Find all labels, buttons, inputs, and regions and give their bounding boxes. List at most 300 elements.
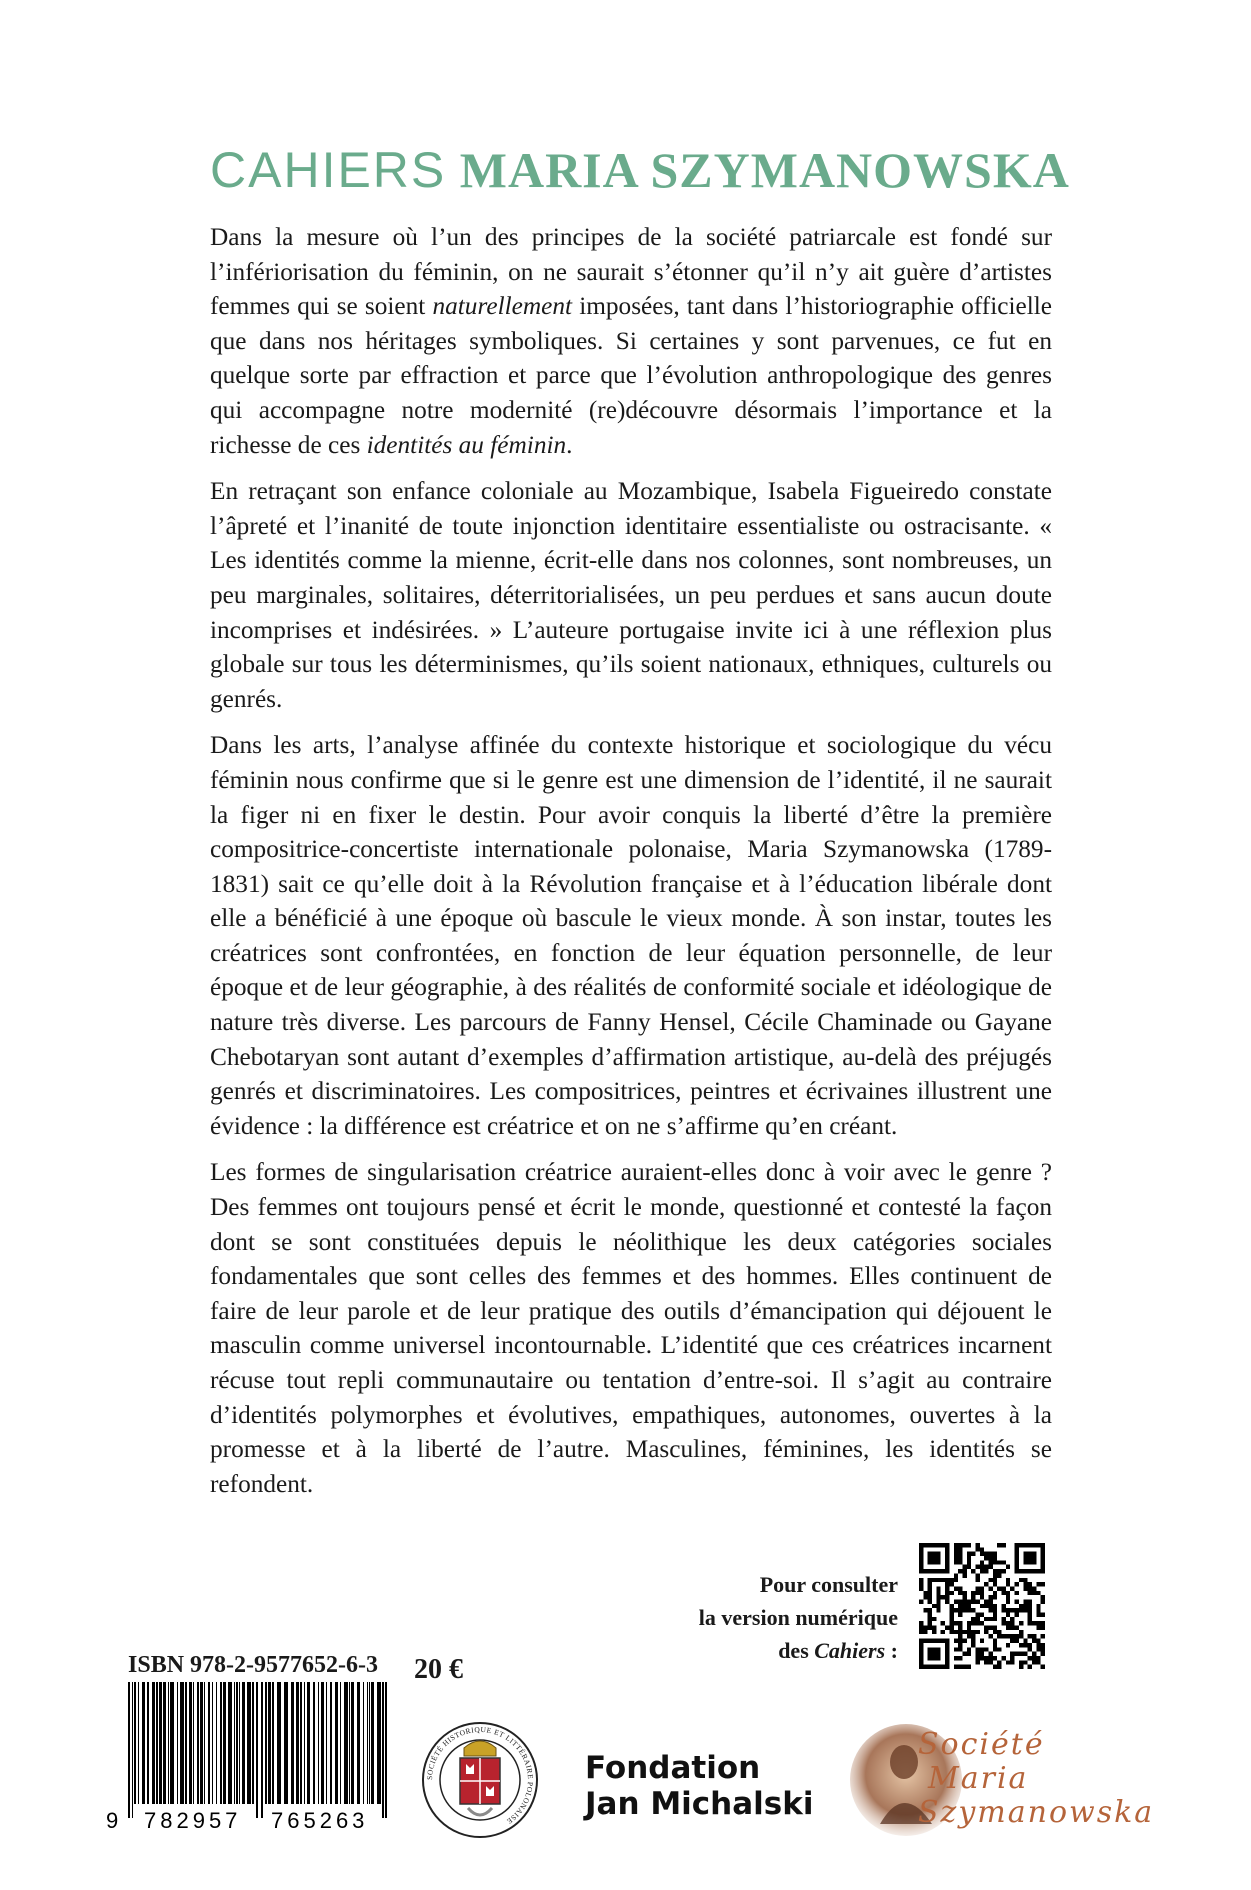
- qr-module: [980, 1547, 984, 1551]
- qr-module: [945, 1591, 949, 1595]
- qr-module: [945, 1582, 949, 1586]
- qr-module: [1015, 1608, 1019, 1612]
- qr-module: [993, 1569, 997, 1573]
- qr-module: [967, 1621, 971, 1625]
- qr-module: [962, 1604, 966, 1608]
- barcode-bar: [304, 1682, 305, 1804]
- qr-module: [1002, 1617, 1006, 1621]
- qr-module: [993, 1647, 997, 1651]
- back-cover-text: [210, 220, 1052, 1513]
- barcode-bar: [236, 1682, 238, 1804]
- qr-module: [1032, 1656, 1036, 1660]
- qr-module: [936, 1599, 940, 1603]
- qr-module: [958, 1569, 962, 1573]
- societe-maria-szymanowska-logo: [918, 1728, 1154, 1830]
- qr-module: [954, 1656, 958, 1660]
- qr-module: [962, 1595, 966, 1599]
- qr-module: [928, 1582, 932, 1586]
- qr-module: [1019, 1630, 1023, 1634]
- barcode-bar: [268, 1682, 271, 1804]
- qr-module: [993, 1595, 997, 1599]
- qr-module: [993, 1608, 997, 1612]
- qr-module: [997, 1569, 1001, 1573]
- qr-module: [1010, 1652, 1014, 1656]
- qr-module: [975, 1647, 979, 1651]
- barcode-bar: [265, 1682, 267, 1804]
- qr-module: [954, 1608, 958, 1612]
- qr-module: [971, 1599, 975, 1603]
- qr-module: [1010, 1608, 1014, 1612]
- qr-module: [919, 1599, 923, 1603]
- qr-module: [958, 1547, 962, 1551]
- barcode-bar: [307, 1682, 310, 1804]
- qr-module: [993, 1604, 997, 1608]
- qr-module: [928, 1647, 941, 1660]
- qr-module: [997, 1634, 1001, 1638]
- barcode-bar: [357, 1682, 360, 1804]
- barcode-bar: [134, 1682, 136, 1804]
- qr-module: [1006, 1634, 1010, 1638]
- qr-module: [980, 1586, 984, 1590]
- qr-module: [980, 1569, 984, 1573]
- qr-module: [1032, 1660, 1036, 1664]
- qr-module: [1023, 1599, 1027, 1603]
- qr-module: [975, 1660, 979, 1664]
- qr-module: [967, 1630, 971, 1634]
- qr-module: [971, 1643, 975, 1647]
- qr-module: [1023, 1552, 1036, 1565]
- qr-module: [993, 1552, 997, 1556]
- qr-module: [1019, 1660, 1023, 1664]
- qr-module: [975, 1547, 979, 1551]
- qr-module: [1015, 1626, 1019, 1630]
- qr-module: [975, 1599, 979, 1603]
- price: 20 €: [414, 1654, 463, 1685]
- qr-module: [984, 1599, 988, 1603]
- qr-module: [945, 1578, 949, 1582]
- qr-module: [1041, 1634, 1045, 1638]
- qr-module: [954, 1560, 958, 1564]
- qr-module: [980, 1613, 984, 1617]
- qr-module: [949, 1630, 953, 1634]
- qr-module: [954, 1578, 958, 1582]
- qr-module: [984, 1556, 988, 1560]
- qr-module: [941, 1630, 945, 1634]
- qr-module: [989, 1556, 993, 1560]
- qr-module: [1002, 1569, 1006, 1573]
- qr-module: [989, 1586, 993, 1590]
- qr-module: [923, 1630, 927, 1634]
- qr-module: [919, 1621, 923, 1625]
- qr-module: [941, 1621, 945, 1625]
- qr-module: [1023, 1639, 1027, 1643]
- barcode-bar: [385, 1682, 387, 1818]
- qr-module: [1015, 1652, 1019, 1656]
- barcode-bar: [156, 1682, 158, 1804]
- qr-module: [919, 1586, 923, 1590]
- qr-module: [941, 1595, 945, 1599]
- qr-caption-colon: :: [885, 1638, 898, 1663]
- qr-module: [1023, 1582, 1027, 1586]
- qr-module: [993, 1626, 997, 1630]
- qr-module: [984, 1582, 988, 1586]
- qr-module: [928, 1613, 932, 1617]
- qr-module: [1036, 1621, 1040, 1625]
- qr-module: [962, 1608, 966, 1612]
- barcode-bar: [138, 1682, 139, 1804]
- qr-module: [1023, 1608, 1027, 1612]
- qr-module: [928, 1578, 932, 1582]
- qr-module: [928, 1617, 932, 1621]
- qr-module: [975, 1543, 979, 1547]
- barcode-bar: [296, 1682, 299, 1804]
- qr-module: [1028, 1604, 1032, 1608]
- qr-module: [1028, 1643, 1032, 1647]
- qr-module: [997, 1573, 1001, 1577]
- qr-module: [919, 1578, 923, 1582]
- qr-module: [993, 1639, 997, 1643]
- paragraph-3: Dans les arts, l’analyse affinée du contexte historique et sociologique du vécu féminin nous confirme que si le genre est une dimension de l’identité, il ne saurait la figer ni en fixer le destin. Pour avoir conquis la liberté d’être la première compositrice-concertiste internationale polonaise, Maria Szymanowska (1789-1831) sait ce qu’elle doit à la Révolution française et à l’éducation libérale dont elle a bénéficié à une époque où bascule le vieux monde. À son instar, toutes les créatrices sont confrontées, en fonction de leur équation personnelle, de leur époque et de leur géographie, à des réalités de conformité sociale et idéologique de nature très diverse. Les parcours de Fanny Hensel, Cécile Chaminade ou Gayane Chebotaryan sont autant d’exemples d’affirmation artistique, au-delà des préjugés genrés et discriminatoires. Les compositrices, peintres et écrivaines illustrent une évidence : la différence est créatrice et on ne s’affirme qu’en créant.: [210, 731, 1052, 1140]
- barcode-bar: [152, 1682, 155, 1804]
- fondation-line2: Jan Michalski: [585, 1786, 814, 1822]
- qr-module: [1015, 1639, 1019, 1643]
- qr-module: [945, 1586, 949, 1590]
- qr-module: [997, 1543, 1001, 1547]
- qr-module: [1036, 1626, 1040, 1630]
- qr-module: [1028, 1586, 1032, 1590]
- qr-module: [1036, 1643, 1040, 1647]
- qr-module: [962, 1630, 966, 1634]
- barcode-bar: [313, 1682, 315, 1804]
- barcode-bar: [277, 1682, 281, 1804]
- barcode-bar: [321, 1682, 324, 1804]
- p1-text-e: .: [566, 430, 573, 459]
- title-cahiers: CAHIERS: [210, 142, 447, 198]
- qr-module: [1002, 1586, 1006, 1590]
- qr-module: [1019, 1665, 1023, 1669]
- qr-module: [993, 1582, 997, 1586]
- qr-caption-line3: [640, 1634, 898, 1667]
- qr-module: [971, 1621, 975, 1625]
- qr-module: [1002, 1591, 1006, 1595]
- qr-module: [923, 1626, 927, 1630]
- qr-module: [1028, 1621, 1032, 1625]
- p1-italic-naturellement: naturellement: [432, 292, 573, 321]
- qr-module: [919, 1630, 923, 1634]
- qr-module: [954, 1556, 958, 1560]
- isbn-number: ISBN 978-2-9577652-6-3: [128, 1652, 378, 1678]
- qr-module: [958, 1556, 962, 1560]
- barcode-bar: [170, 1682, 174, 1804]
- barcode-bar: [349, 1682, 350, 1804]
- qr-module: [975, 1591, 979, 1595]
- qr-module: [1002, 1621, 1006, 1625]
- qr-module: [949, 1582, 953, 1586]
- barcode-bar: [272, 1682, 274, 1804]
- qr-module: [1010, 1634, 1014, 1638]
- barcode-digit-first: 9: [106, 1808, 119, 1832]
- qr-module: [1028, 1608, 1032, 1612]
- qr-module: [936, 1595, 940, 1599]
- p1-italic-identites: identités au féminin: [366, 430, 567, 459]
- qr-module: [1028, 1665, 1032, 1669]
- qr-module: [989, 1604, 993, 1608]
- qr-module: [967, 1608, 971, 1612]
- qr-module: [928, 1599, 932, 1603]
- qr-module: [949, 1621, 953, 1625]
- qr-module: [975, 1630, 979, 1634]
- qr-module: [958, 1621, 962, 1625]
- barcode-bar: [204, 1682, 205, 1804]
- paragraph-2: En retraçant son enfance coloniale au Mozambique, Isabela Figueiredo constate l’âpreté et l’inanité de toute injonction identitaire essentialiste ou ostracisante. « Les identités comme la mienne, écrit-elle dans nos colonnes, sont nombreuses, un peu marginales, solitaires, déterritorialisées, un peu perdues et sans aucun doute incomprises et indésirées. » L’auteure portugaise invite ici à une réflexion plus globale sur tous les déterminismes, qu’ils soient nationaux, ethniques, culturels ou genrés.: [210, 477, 1052, 713]
- qr-module: [971, 1630, 975, 1634]
- qr-module: [954, 1639, 958, 1643]
- barcode-bar: [163, 1682, 166, 1804]
- qr-module: [1010, 1617, 1014, 1621]
- qr-module: [958, 1643, 962, 1647]
- p1-text-c: imposées, tant dans l’historiographie officielle que dans nos héritages symboliques. Si certaines y sont parvenues, ce fut en quelque sorte par effraction et parce que l’évolution anthropologique des genres qui accompagne notre modernité (re)découvre désormais l’importance et la richesse de ces: [210, 292, 1052, 459]
- qr-module: [1028, 1582, 1032, 1586]
- barcode-bar: [142, 1682, 145, 1804]
- qr-module: [967, 1626, 971, 1630]
- qr-module: [997, 1665, 1001, 1669]
- qr-module: [980, 1552, 984, 1556]
- qr-module: [954, 1665, 958, 1669]
- qr-caption-cahiers: Cahiers: [814, 1638, 886, 1663]
- barcode-bar: [326, 1682, 327, 1804]
- qr-module: [936, 1591, 940, 1595]
- qr-module: [1019, 1652, 1023, 1656]
- qr-module: [1036, 1647, 1040, 1651]
- qr-module: [1019, 1604, 1023, 1608]
- qr-module: [945, 1595, 949, 1599]
- fondation-jan-michalski-logo: [585, 1750, 813, 1822]
- qr-module: [962, 1599, 966, 1603]
- qr-module: [962, 1665, 966, 1669]
- qr-module: [941, 1578, 945, 1582]
- societe-line2: Maria: [928, 1761, 1029, 1796]
- barcode-bar: [300, 1682, 302, 1804]
- qr-module: [984, 1656, 988, 1660]
- qr-module: [1015, 1582, 1019, 1586]
- qr-module: [1036, 1656, 1040, 1660]
- qr-module: [958, 1626, 962, 1630]
- barcode-bar: [168, 1682, 169, 1804]
- qr-module: [997, 1647, 1001, 1651]
- qr-module: [975, 1578, 979, 1582]
- qr-module: [993, 1617, 997, 1621]
- qr-module: [975, 1565, 979, 1569]
- barcode-bar: [180, 1682, 184, 1804]
- qr-module: [1023, 1578, 1027, 1582]
- qr-module: [989, 1617, 993, 1621]
- qr-module: [936, 1604, 940, 1608]
- qr-module: [1041, 1582, 1045, 1586]
- qr-module: [949, 1578, 953, 1582]
- qr-module: [1023, 1643, 1027, 1647]
- qr-module: [1019, 1578, 1023, 1582]
- qr-module: [993, 1630, 997, 1634]
- barcode-bar: [223, 1682, 226, 1804]
- qr-module: [958, 1647, 962, 1651]
- qr-module: [928, 1586, 932, 1590]
- qr-module: [1032, 1591, 1036, 1595]
- qr-module: [971, 1639, 975, 1643]
- barcode-bar: [363, 1682, 364, 1804]
- qr-module: [984, 1626, 988, 1630]
- qr-module: [1010, 1639, 1014, 1643]
- qr-module: [1015, 1634, 1019, 1638]
- title-maria-szymanowska: MARIA SZYMANOWSKA: [459, 142, 1070, 198]
- qr-module: [989, 1599, 993, 1603]
- qr-module: [1041, 1613, 1045, 1617]
- barcode-bar: [318, 1682, 319, 1804]
- qr-module: [1002, 1543, 1006, 1547]
- qr-caption-line1: Pour consulter: [759, 1572, 898, 1597]
- barcode-bar: [367, 1682, 368, 1804]
- qr-module: [958, 1608, 962, 1612]
- qr-module: [989, 1595, 993, 1599]
- qr-module: [958, 1552, 962, 1556]
- qr-module: [1032, 1621, 1036, 1625]
- qr-module: [932, 1604, 936, 1608]
- qr-module: [975, 1652, 979, 1656]
- qr-module: [958, 1613, 962, 1617]
- barcode-bar: [247, 1682, 251, 1804]
- qr-module: [1036, 1613, 1040, 1617]
- qr-module: [971, 1552, 975, 1556]
- qr-module: [967, 1560, 971, 1564]
- qr-module: [932, 1578, 936, 1582]
- qr-module: [954, 1621, 958, 1625]
- qr-module: [1041, 1643, 1045, 1647]
- qr-module: [980, 1647, 984, 1651]
- qr-module: [1041, 1595, 1045, 1599]
- qr-module: [1036, 1582, 1040, 1586]
- barcode-bar: [351, 1682, 354, 1804]
- barcode-bar: [185, 1682, 187, 1804]
- qr-module: [967, 1552, 971, 1556]
- qr-module: [1028, 1647, 1032, 1651]
- p1-text-a: Dans la mesure où l’un des principes de la société patriarcale est fondé sur l’infériorisation du féminin, on ne saurait s’étonner qu’il n’y ait guère d’artistes femmes qui se soient: [210, 223, 1052, 321]
- qr-module: [1006, 1613, 1010, 1617]
- qr-caption-line2: la version numérique: [698, 1605, 898, 1630]
- barcode-bar: [330, 1682, 332, 1804]
- qr-module: [919, 1582, 923, 1586]
- barcode-bar: [128, 1682, 130, 1818]
- qr-module: [971, 1569, 975, 1573]
- qr-module: [1015, 1591, 1019, 1595]
- qr-module: [949, 1591, 953, 1595]
- qr-module: [984, 1565, 988, 1569]
- qr-code-icon[interactable]: [919, 1543, 1045, 1669]
- qr-module: [958, 1586, 962, 1590]
- qr-module: [1023, 1652, 1027, 1656]
- qr-module: [954, 1599, 958, 1603]
- qr-module: [984, 1630, 988, 1634]
- qr-module: [958, 1599, 962, 1603]
- qr-module: [949, 1617, 953, 1621]
- qr-module: [958, 1665, 962, 1669]
- qr-module: [967, 1634, 971, 1638]
- qr-module: [967, 1665, 971, 1669]
- qr-module: [932, 1626, 936, 1630]
- qr-module: [1006, 1621, 1010, 1625]
- qr-module: [975, 1573, 979, 1577]
- qr-module: [971, 1595, 975, 1599]
- qr-module: [967, 1604, 971, 1608]
- qr-module: [1006, 1565, 1010, 1569]
- qr-module: [958, 1591, 962, 1595]
- qr-module: [989, 1660, 993, 1664]
- qr-module: [936, 1578, 940, 1582]
- barcode-bar: [177, 1682, 178, 1804]
- qr-module: [958, 1630, 962, 1634]
- qr-module: [980, 1639, 984, 1643]
- qr-module: [1006, 1660, 1010, 1664]
- qr-module: [967, 1599, 971, 1603]
- qr-module: [1019, 1621, 1023, 1625]
- qr-module: [1006, 1591, 1010, 1595]
- qr-module: [989, 1656, 993, 1660]
- barcode-icon: [106, 1682, 392, 1832]
- barcode-bar: [371, 1682, 374, 1804]
- qr-module: [980, 1595, 984, 1599]
- barcode-bar: [284, 1682, 288, 1804]
- barcode-bar: [252, 1682, 254, 1804]
- qr-module: [954, 1630, 958, 1634]
- qr-module: [980, 1652, 984, 1656]
- qr-module: [975, 1621, 979, 1625]
- barcode-bar: [291, 1682, 294, 1804]
- barcode-bar: [228, 1682, 232, 1804]
- qr-module: [971, 1617, 975, 1621]
- qr-module: [1015, 1599, 1019, 1603]
- barcode-bar: [382, 1682, 384, 1818]
- qr-module: [980, 1591, 984, 1595]
- qr-module: [1041, 1652, 1045, 1656]
- qr-module: [962, 1569, 966, 1573]
- fondation-line1: Fondation: [585, 1750, 761, 1786]
- qr-module: [1032, 1652, 1036, 1656]
- qr-module: [1010, 1660, 1014, 1664]
- qr-module: [1041, 1665, 1045, 1669]
- qr-module: [993, 1656, 997, 1660]
- paragraph-1: [210, 220, 1052, 462]
- qr-module: [975, 1656, 979, 1660]
- qr-module: [958, 1656, 962, 1660]
- qr-module: [967, 1543, 971, 1547]
- qr-module: [975, 1613, 979, 1617]
- qr-module: [1002, 1560, 1006, 1564]
- barcode-bar: [147, 1682, 149, 1804]
- qr-module: [989, 1565, 993, 1569]
- qr-module: [1041, 1621, 1045, 1625]
- qr-module: [958, 1634, 962, 1638]
- qr-module: [1019, 1634, 1023, 1638]
- barcode-bar: [335, 1682, 338, 1804]
- barcode-bar: [234, 1682, 235, 1804]
- seal-text: SOCIÉTÉ HISTORIQUE ET LITTÉRAIRE POLONAISE: [424, 1724, 536, 1827]
- qr-module: [967, 1556, 971, 1560]
- qr-module: [1032, 1639, 1036, 1643]
- qr-module: [1002, 1608, 1006, 1612]
- qr-module: [1036, 1639, 1040, 1643]
- qr-module: [980, 1621, 984, 1625]
- qr-module: [971, 1591, 975, 1595]
- qr-module: [1019, 1608, 1023, 1612]
- barcode-bar: [208, 1682, 210, 1804]
